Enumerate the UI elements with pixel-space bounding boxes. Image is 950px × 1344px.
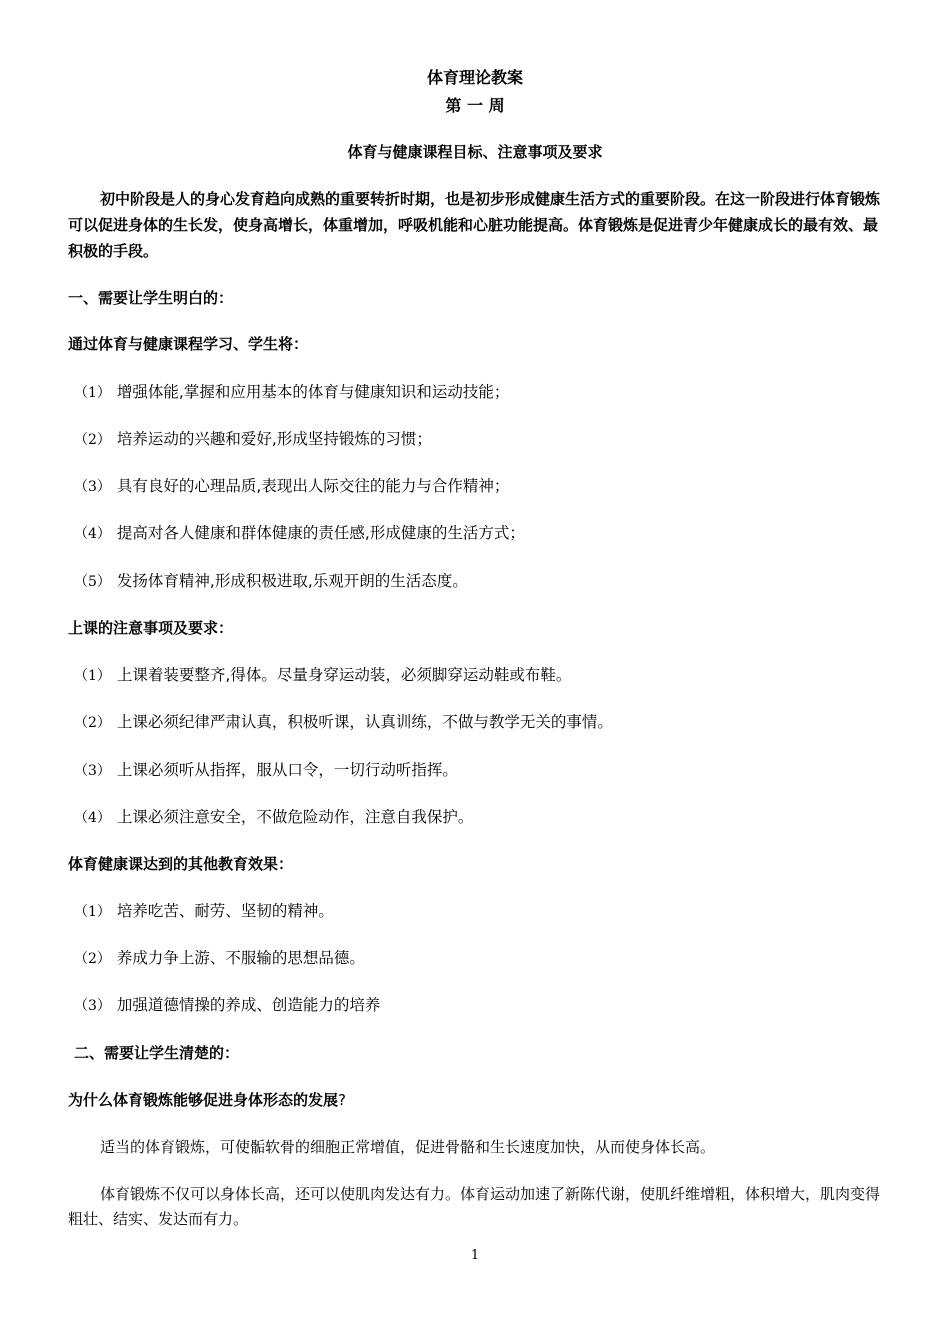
effect-item [74, 899, 889, 924]
question-line [68, 1088, 883, 1112]
rule-text: 上课必须注意安全，不做危险动作，注意自我保护。 [116, 808, 474, 826]
rules-heading: 上课的注意事项及要求： [68, 619, 234, 637]
document-title: 体育理论教案 [426, 68, 523, 87]
answer-paragraph-2: 体育锻炼不仅可以身体长高，还可以使肌肉发达有力。体育运动加速了新陈代谢，使肌纤维增粗，体积增大，肌肉变得粗壮、结实、发达而有力。 [68, 1185, 881, 1228]
question-mark: ? [338, 1091, 346, 1109]
rule-text: 上课着装要整齐,得体。尽量身穿运动装，必须脚穿运动鞋或布鞋。 [116, 666, 572, 684]
effect-item [74, 946, 889, 971]
effect-number: （2） [74, 951, 111, 967]
goal-item [74, 569, 889, 594]
goal-item [74, 427, 889, 452]
week-label: 第 一 周 [445, 96, 505, 115]
goal-text: 增强体能,掌握和应用基本的体育与健康知识和运动技能； [116, 383, 510, 401]
question-text: 为什么体育锻炼能够促进身体形态的发展 [68, 1091, 339, 1109]
page-number: 1 [470, 1248, 480, 1263]
goal-item [74, 474, 889, 499]
goal-text: 具有良好的心理品质,表现出人际交往的能力与合作精神； [116, 477, 510, 495]
rule-number: （2） [74, 715, 111, 731]
goal-item [74, 380, 889, 405]
rule-number: （4） [74, 810, 111, 826]
goal-text: 提高对各人健康和群体健康的责任感,形成健康的生活方式； [116, 524, 525, 542]
effect-text: 培养吃苦、耐劳、坚韧的精神。 [116, 902, 334, 920]
goal-number: （1） [74, 385, 111, 401]
section2-heading: 二、需要让学生清楚的： [74, 1044, 240, 1062]
goal-text: 发扬体育精神,形成积极进取,乐观开朗的生活态度。 [116, 572, 468, 590]
document-subtitle: 体育与健康课程目标、注意事项及要求 [347, 143, 603, 161]
rule-text: 上课必须听从指挥，服从口令，一切行动听指挥。 [116, 761, 458, 779]
effect-number: （3） [74, 998, 111, 1014]
goals-heading: 通过体育与健康课程学习、学生将： [68, 335, 309, 353]
goal-text: 培养运动的兴趣和爱好,形成坚持锻炼的习惯； [116, 430, 432, 448]
effect-text: 加强道德情操的养成、创造能力的培养 [116, 996, 381, 1014]
effects-heading: 体育健康课达到的其他教育效果： [68, 855, 294, 873]
rule-number: （3） [74, 763, 111, 779]
effect-item [74, 993, 889, 1018]
goal-number: （2） [74, 432, 111, 448]
section1-heading: 一、需要让学生明白的： [68, 289, 234, 307]
goal-item [74, 521, 889, 546]
goal-number: （3） [74, 479, 111, 495]
goal-number: （5） [74, 574, 111, 590]
rule-item [74, 710, 889, 735]
rule-item [74, 663, 889, 688]
goal-number: （4） [74, 526, 111, 542]
effect-text: 养成力争上游、不服输的思想品德。 [116, 949, 365, 967]
answer-paragraph-1: 适当的体育锻炼，可使骺软骨的细胞正常增值，促进骨骼和生长速度加快，从而使身体长高。 [100, 1138, 716, 1156]
intro-paragraph: 初中阶段是人的身心发育趋向成熟的重要转折时期，也是初步形成健康生活方式的重要阶段。在这一阶段进行体育锻炼可以促进身体的生长发，使身高增长，体重增加，呼吸机能和心脏功能提高。体育锻炼是促进青少年健康成长的最有效、最积极的手段。 [68, 190, 881, 260]
rule-item [74, 758, 889, 783]
rule-number: （1） [74, 668, 111, 684]
rule-text: 上课必须纪律严肃认真，积极听课，认真训练，不做与教学无关的事情。 [116, 713, 613, 731]
effect-number: （1） [74, 904, 111, 920]
rule-item [74, 805, 889, 830]
